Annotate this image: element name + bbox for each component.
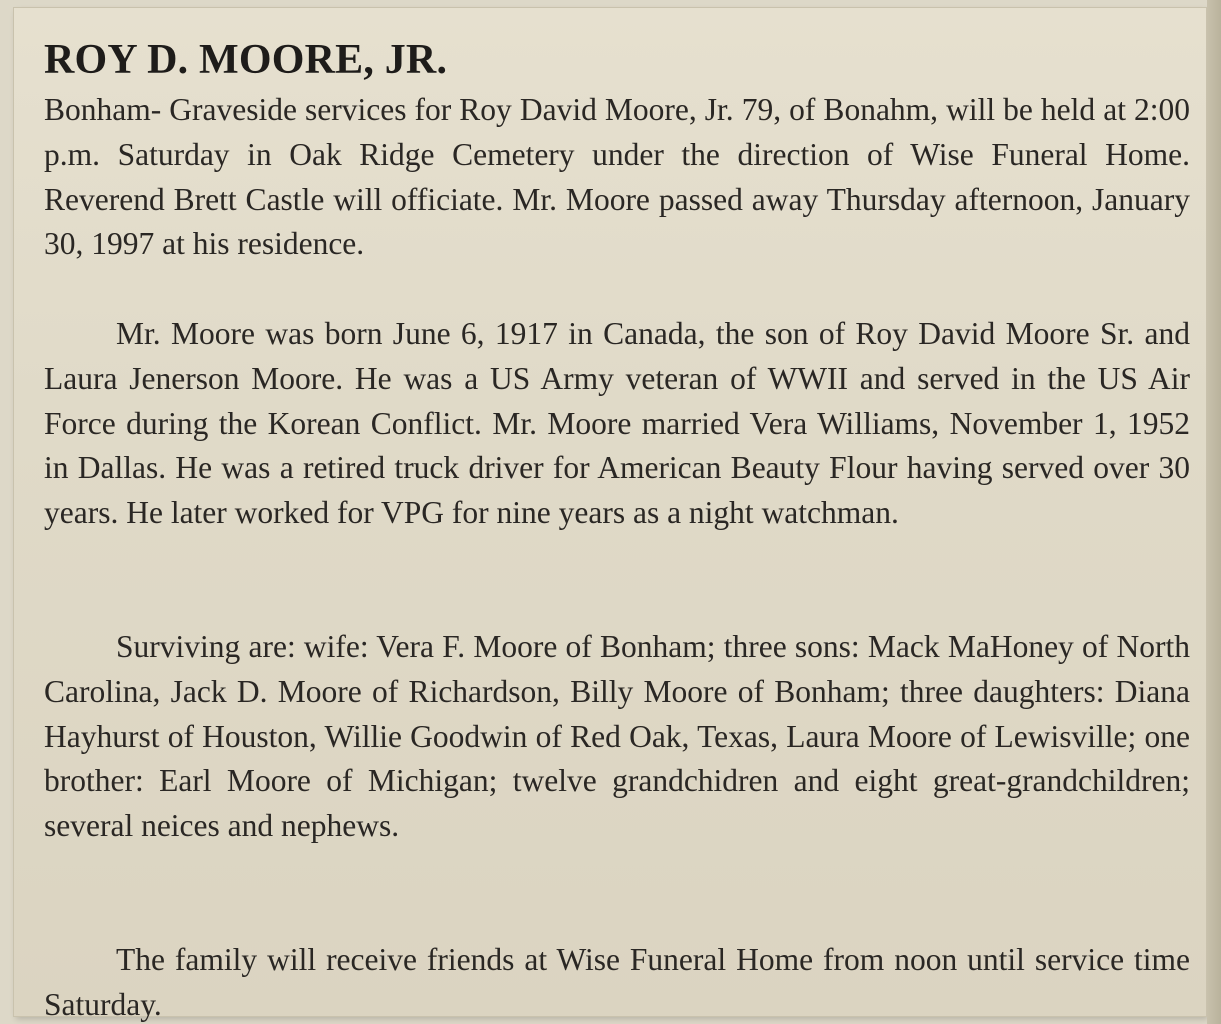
obituary-paragraph-visitation: The family will receive friends at Wise Funeral Home from noon until service time Saturday. xyxy=(44,942,1190,1022)
obituary-paragraph-services: Bonham- Graveside services for Roy David Moore, Jr. 79, of Bonahm, will be held at 2:00 p.m. Saturday in Oak Ridge Cemetery under the direction of Wise Funeral Home. Reverend Brett Castle will officiate. Mr. Moore passed away Thursday afternoon, January 30, 1997 at his residence. xyxy=(44,92,1190,262)
scan-edge-shadow xyxy=(1207,0,1221,1024)
obituary-paragraph-survivors: Surviving are: wife: Vera F. Moore of Bonham; three sons: Mack MaHoney of North Carolina, Jack D. Moore of Richardson, Billy Moore of Bonham; three daughters: Diana Hayhurst of Houston, Willie Goodwin of Red Oak, Texas, Laura Moore of Lewisville; one brother: Earl Moore of Michigan; twelve grandchidren and eight great-grandchildren; several neices and nephews. xyxy=(44,629,1190,844)
obituary-headline: ROY D. MOORE, JR. xyxy=(44,37,448,83)
obituary-paragraph-biography: Mr. Moore was born June 6, 1917 in Canada, the son of Roy David Moore Sr. and Laura Jenerson Moore. He was a US Army veteran of WWII and served in the US Air Force during the Korean Conflict. Mr. Moore married Vera Williams, November 1, 1952 in Dallas. He was a retired truck driver for American Beauty Flour having served over 30 years. He later worked for VPG for nine years as a night watchman. xyxy=(44,316,1190,531)
obituary-clipping xyxy=(14,8,1206,1022)
